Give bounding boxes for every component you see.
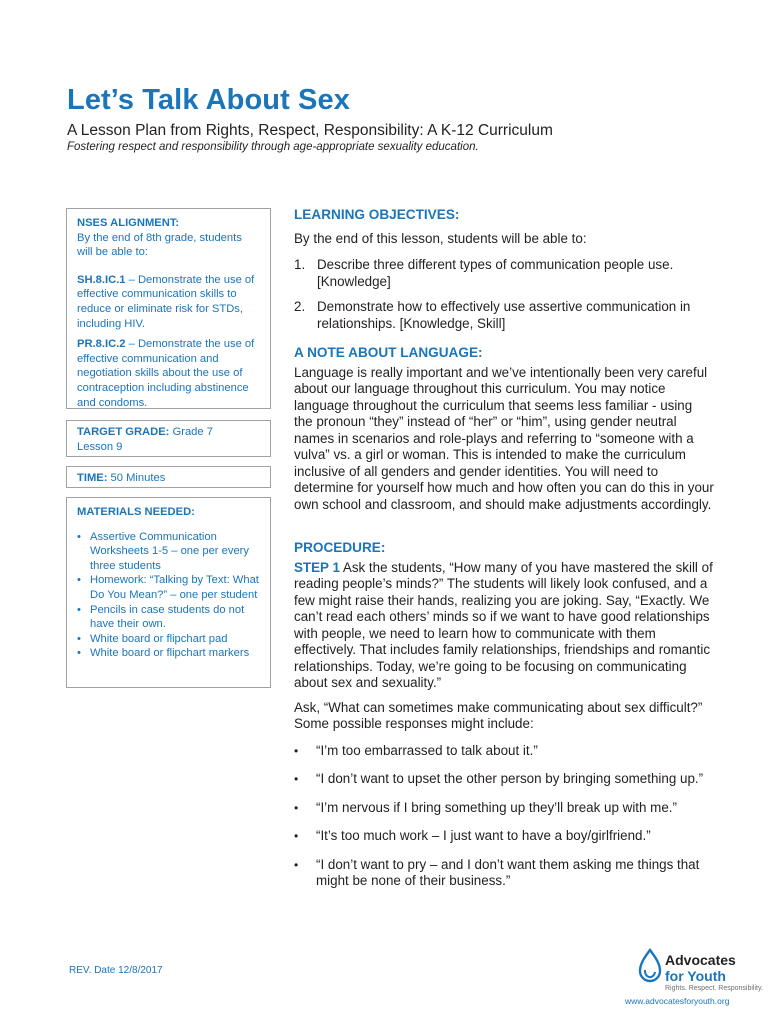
item-text: Demonstrate how to effectively use assertive communication in relationships. [Knowledge, Skill] bbox=[317, 299, 691, 331]
standard-text: – Demonstrate the use of effective communication skills to reduce or eliminate risk for STDs, including HIV. bbox=[77, 273, 255, 330]
learning-objectives bbox=[294, 207, 714, 332]
responses-list bbox=[294, 743, 714, 890]
list-item bbox=[294, 257, 714, 290]
nses-alignment-box bbox=[66, 208, 271, 409]
nses-standard bbox=[77, 273, 260, 331]
materials-box bbox=[66, 497, 271, 688]
page-subtitle: A Lesson Plan from Rights, Respect, Responsibility: A K-12 Curriculum bbox=[67, 122, 553, 139]
nses-intro: By the end of 8th grade, students will be able to: bbox=[77, 231, 242, 259]
objectives-heading: LEARNING OBJECTIVES: bbox=[294, 207, 460, 222]
grade-label: TARGET GRADE: bbox=[77, 426, 170, 438]
logo-mark-icon bbox=[636, 946, 664, 986]
list-item: • White board or flipchart pad bbox=[77, 632, 260, 647]
list-item: • Homework: “Talking by Text: What Do You Mean?” – one per student bbox=[77, 573, 260, 602]
list-item: • “It’s too much work – I just want to have a boy/girlfriend.” bbox=[294, 828, 714, 845]
list-item: • “I’m nervous if I bring something up they’ll break up with me.” bbox=[294, 800, 714, 817]
lesson-number: Lesson 9 bbox=[77, 440, 123, 453]
list-item: • “I’m too embarrassed to talk about it.” bbox=[294, 743, 714, 760]
materials-heading: MATERIALS NEEDED: bbox=[77, 506, 195, 518]
item-text: Describe three different types of communication people use. [Knowledge] bbox=[317, 257, 674, 289]
time-box bbox=[66, 466, 271, 488]
language-body: Language is really important and we’ve intentionally been very careful about our language throughout this curriculum. You may notice language throughout the curriculum that seems less familiar - using the pronoun “they” instead of “her” or “him”, using gender neutral names in scenarios and role-plays and referring to “someone with a vulva” vs. a girl or woman. This is intended to make the curriculum inclusive of all genders and gender identities. You will need to determine for yourself how much and how often you can do this in your own school and classroom, and should make adjustments accordingly. bbox=[294, 364, 714, 512]
nses-heading: NSES ALIGNMENT: bbox=[77, 217, 180, 229]
page-title: Let’s Talk About Sex bbox=[67, 84, 350, 116]
grade-value: Grade 7 bbox=[169, 426, 213, 438]
objectives-intro: By the end of this lesson, students will be able to: bbox=[294, 230, 587, 246]
time-value: 50 Minutes bbox=[107, 472, 166, 484]
nses-standard bbox=[77, 337, 260, 410]
logo-name-line1: Advocates bbox=[665, 952, 736, 968]
standard-code: PR.8.IC.2 bbox=[77, 338, 126, 351]
step-text: Ask the students, “How many of you have mastered the skill of reading people’s minds?” The students will likely look confused, and a few might raise their hands, realizing you are joking. Say, “Exactly. We can’t read each others’ minds so if we want to have good relationships with people, we need to learn how to communicate with them effectively. That includes family relationships, friendships and romantic relationships. Today, we’re going to be focusing on communicating about sex and sexuality.” bbox=[294, 559, 713, 690]
language-heading: A NOTE ABOUT LANGUAGE: bbox=[294, 345, 483, 360]
ask-prompt: Ask, “What can sometimes make communicating about sex difficult?” Some possible responses might include: bbox=[294, 699, 703, 731]
step-1 bbox=[294, 560, 714, 692]
step-label: STEP 1 bbox=[294, 559, 340, 575]
list-item: • White board or flipchart markers bbox=[77, 646, 260, 661]
standard-code: SH.8.IC.1 bbox=[77, 273, 126, 286]
list-item: • Pencils in case students do not have their own. bbox=[77, 603, 260, 632]
item-number: 1. bbox=[294, 257, 306, 272]
list-item bbox=[294, 299, 714, 332]
list-item: • Assertive Communication Worksheets 1-5 – one per every three students bbox=[77, 530, 260, 574]
time-label: TIME: bbox=[77, 472, 108, 484]
page-tagline: Fostering respect and responsibility through age-appropriate sexuality education. bbox=[67, 141, 479, 153]
target-grade-box bbox=[66, 420, 271, 457]
revision-date: REV. Date 12/8/2017 bbox=[69, 965, 163, 976]
list-item: • “I don’t want to pry – and I don’t want them asking me things that might be none of their business.” bbox=[294, 857, 714, 890]
procedure-heading: PROCEDURE: bbox=[294, 540, 386, 555]
item-number: 2. bbox=[294, 299, 306, 314]
logo-tagline: Rights. Respect. Responsibility. bbox=[665, 985, 763, 992]
objectives-list bbox=[294, 257, 714, 332]
website-link[interactable]: www.advocatesforyouth.org bbox=[625, 996, 730, 1006]
procedure bbox=[294, 540, 714, 890]
language-note bbox=[294, 345, 714, 513]
logo-name-line2: for Youth bbox=[665, 968, 726, 984]
materials-list bbox=[77, 530, 260, 661]
list-item: • “I don’t want to upset the other person by bringing something up.” bbox=[294, 771, 714, 788]
standard-text: – Demonstrate the use of effective communication and negotiation skills about the use of contraception including abstinence and condoms. bbox=[77, 338, 255, 409]
